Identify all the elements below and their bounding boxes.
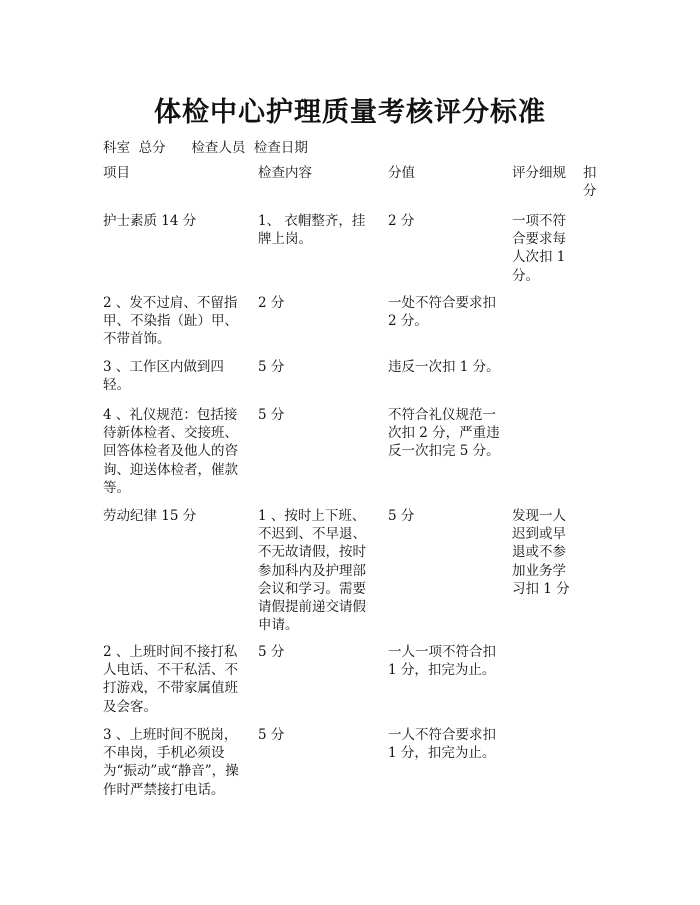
table-row-item: 2 、发不过肩、不留指甲、不染指（趾）甲、不带首饰。 — [103, 295, 238, 348]
table-row-content: 5 分 — [258, 359, 285, 375]
table-row-content: 2 分 — [258, 295, 285, 311]
table-row-score: 5 分 — [388, 508, 415, 524]
table-row-content: 5 分 — [258, 727, 285, 743]
table-row-detail: 发现一人迟到或早退或不参加业务学习扣 1 分 — [512, 508, 570, 597]
page-title: 体检中心护理质量考核评分标准 — [154, 97, 546, 128]
table-row-content: 5 分 — [258, 644, 285, 660]
table-row-detail: 一项不符合要求每人次扣 1 分。 — [512, 213, 566, 284]
meta-line: 科室 总分 检查人员 检查日期 — [103, 140, 308, 156]
table-row-score: 2 分 — [388, 213, 415, 229]
table-row-score: 违反一次扣 1 分。 — [388, 359, 500, 375]
table-row-item: 劳动纪律 15 分 — [103, 508, 197, 524]
header-detail: 评分细规 — [512, 165, 566, 181]
table-row-score: 不符合礼仪规范一次扣 2 分，严重违反一次扣完 5 分。 — [388, 407, 500, 460]
table-row-score: 一人一项不符合扣 1 分，扣完为止。 — [388, 644, 496, 679]
table-row-content: 1、 衣帽整齐，挂牌上岗。 — [258, 213, 366, 248]
header-content: 检查内容 — [258, 165, 312, 181]
table-row-item: 4 、礼仪规范：包括接待新体检者、交接班、回答体检者及他人的咨询、迎送体检者，催款等。 — [103, 407, 238, 496]
table-row-item: 3 、工作区内做到四轻。 — [103, 359, 224, 394]
table-row-score: 一处不符合要求扣 2 分。 — [388, 295, 496, 330]
header-score: 分值 — [388, 165, 415, 181]
header-deduct: 扣分 — [583, 165, 597, 200]
table-row-score: 一人不符合要求扣 1 分，扣完为止。 — [388, 727, 496, 762]
table-row-content: 5 分 — [258, 407, 285, 423]
table-row-item: 2 、上班时间不接打私人电话、不干私活、不打游戏，不带家属值班及会客。 — [103, 644, 238, 715]
table-row-content: 1 、按时上下班、不迟到、不早退、不无故请假，按时参加科内及护理部会议和学习。需要请假提前递交请假申请。 — [258, 508, 366, 634]
table-row-item: 护士素质 14 分 — [103, 213, 197, 229]
header-item: 项目 — [103, 165, 130, 181]
table-row-item: 3 、上班时间不脱岗，不串岗，手机必须设为“振动”或“静音”，操作时严禁接打电话。 — [103, 727, 239, 798]
